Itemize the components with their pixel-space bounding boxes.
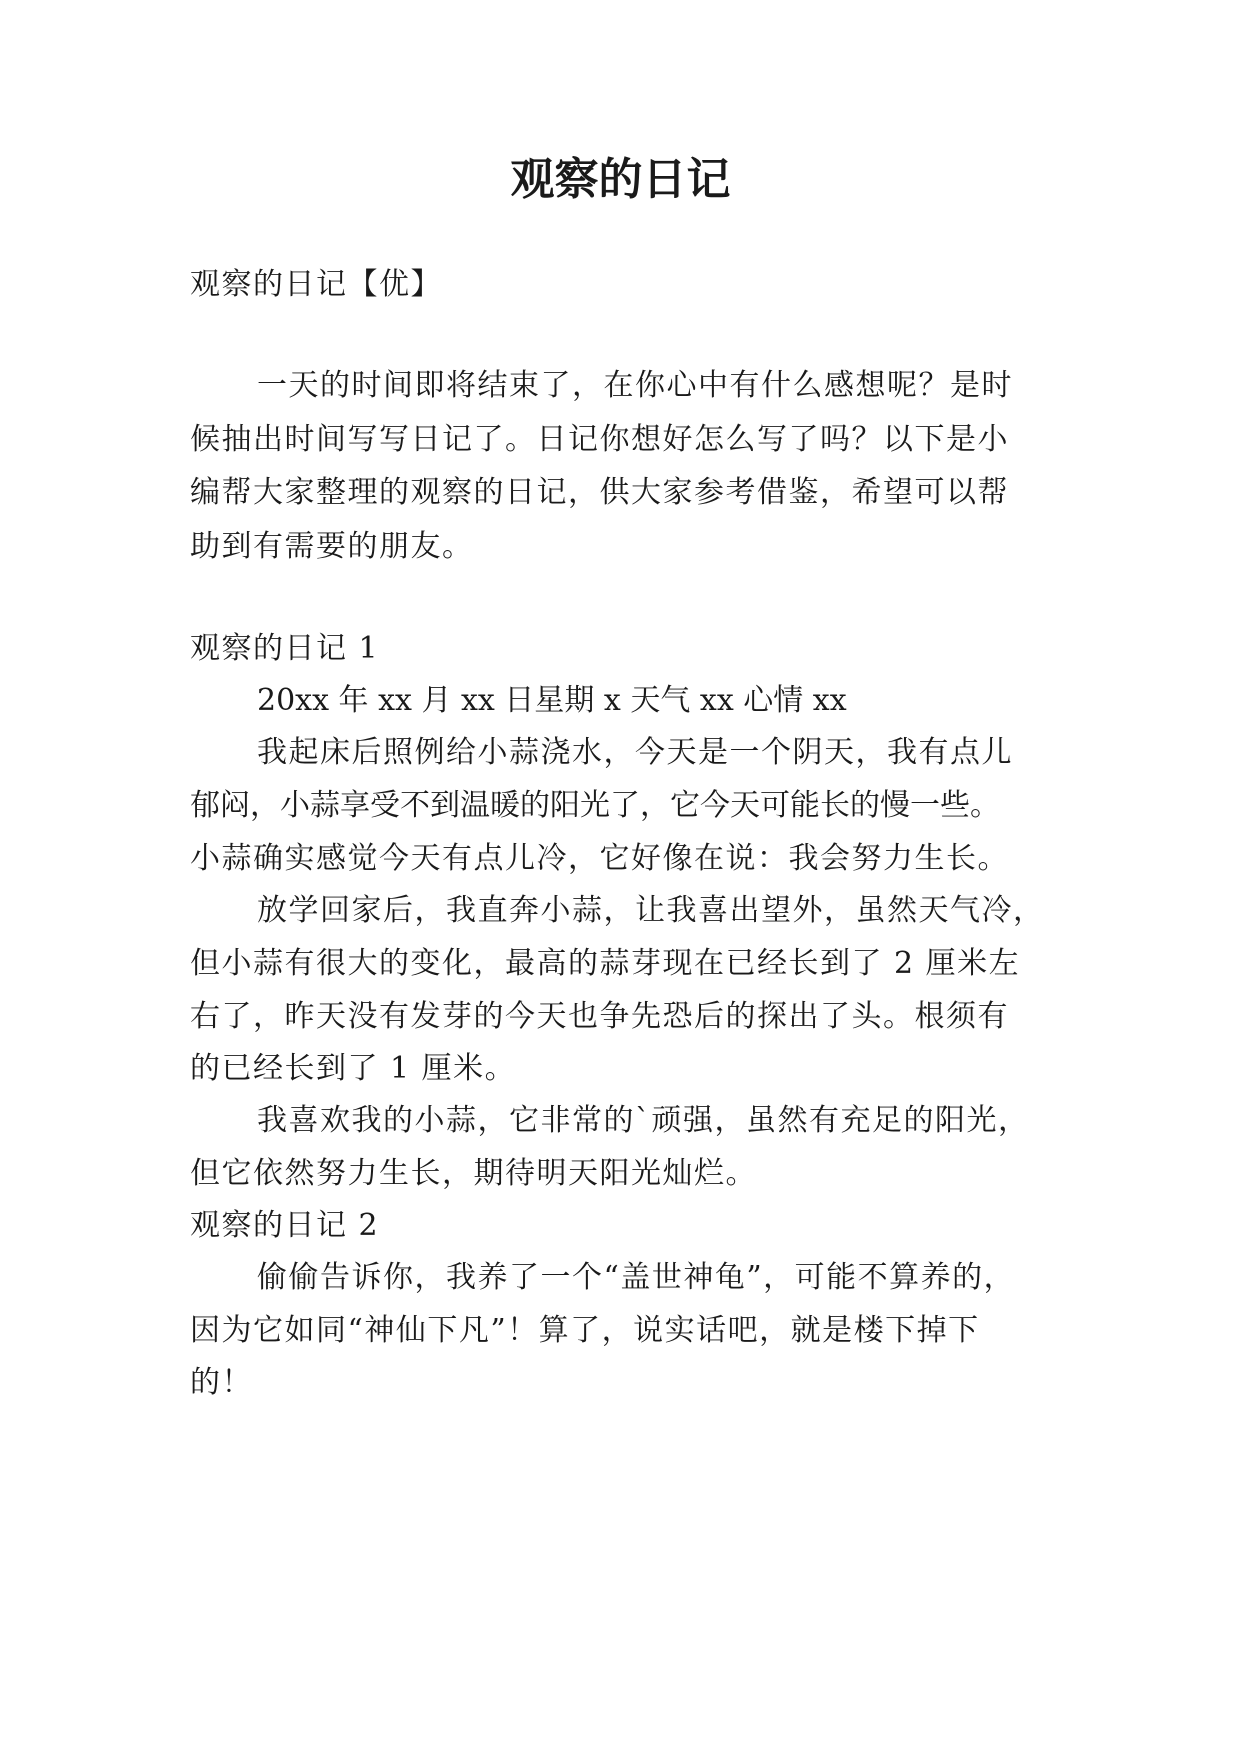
entry-text-line: 我起床后照例给小蒜浇水，今天是一个阴天，我有点儿 [257,735,1013,770]
entry-text-line: 但小蒜有很大的变化，最高的蒜芽现在已经长到了 2 厘米左 [190,946,1021,981]
entry-date-line: 20xx 年 xx 月 xx 日星期 x 天气 xx 心情 xx [257,683,847,718]
entry-text-line: 的已经长到了 1 厘米。 [190,1051,517,1086]
intro-line: 候抽出时间写写日记了。日记你想好怎么写了吗？以下是小 [190,422,1009,457]
document-title: 观察的日记 [510,154,731,205]
entry-text-line: 我喜欢我的小蒜，它非常的`顽强，虽然有充足的阳光， [257,1103,1030,1138]
intro-line: 编帮大家整理的观察的日记，供大家参考借鉴，希望可以帮 [190,475,1009,510]
entry-text-line: 郁闷，小蒜享受不到温暖的阳光了，它今天可能长的慢一些。 [190,788,1000,823]
entry-text-line: 小蒜确实感觉今天有点儿冷，它好像在说：我会努力生长。 [190,841,1009,876]
entry-text-line: 但它依然努力生长，期待明天阳光灿烂。 [190,1156,757,1191]
entry-text-line: 因为它如同“神仙下凡”！算了，说实话吧，就是楼下掉下 [190,1313,980,1348]
entry-heading: 观察的日记 1 [190,631,380,666]
intro-line: 助到有需要的朋友。 [190,529,474,564]
entry-heading: 观察的日记 2 [190,1208,380,1243]
entry-text-line: 右了，昨天没有发芽的今天也争先恐后的探出了头。根须有 [190,999,1009,1034]
entry-text-line: 的！ [190,1365,253,1400]
document-subtitle: 观察的日记【优】 [190,267,442,302]
intro-line: 一天的时间即将结束了，在你心中有什么感想呢？是时 [257,368,1013,403]
entry-text-line: 偷偷告诉你，我养了一个“盖世神龟”，可能不算养的， [257,1260,1016,1295]
entry-text-line: 放学回家后，我直奔小蒜，让我喜出望外，虽然天气冷， [257,893,1045,928]
